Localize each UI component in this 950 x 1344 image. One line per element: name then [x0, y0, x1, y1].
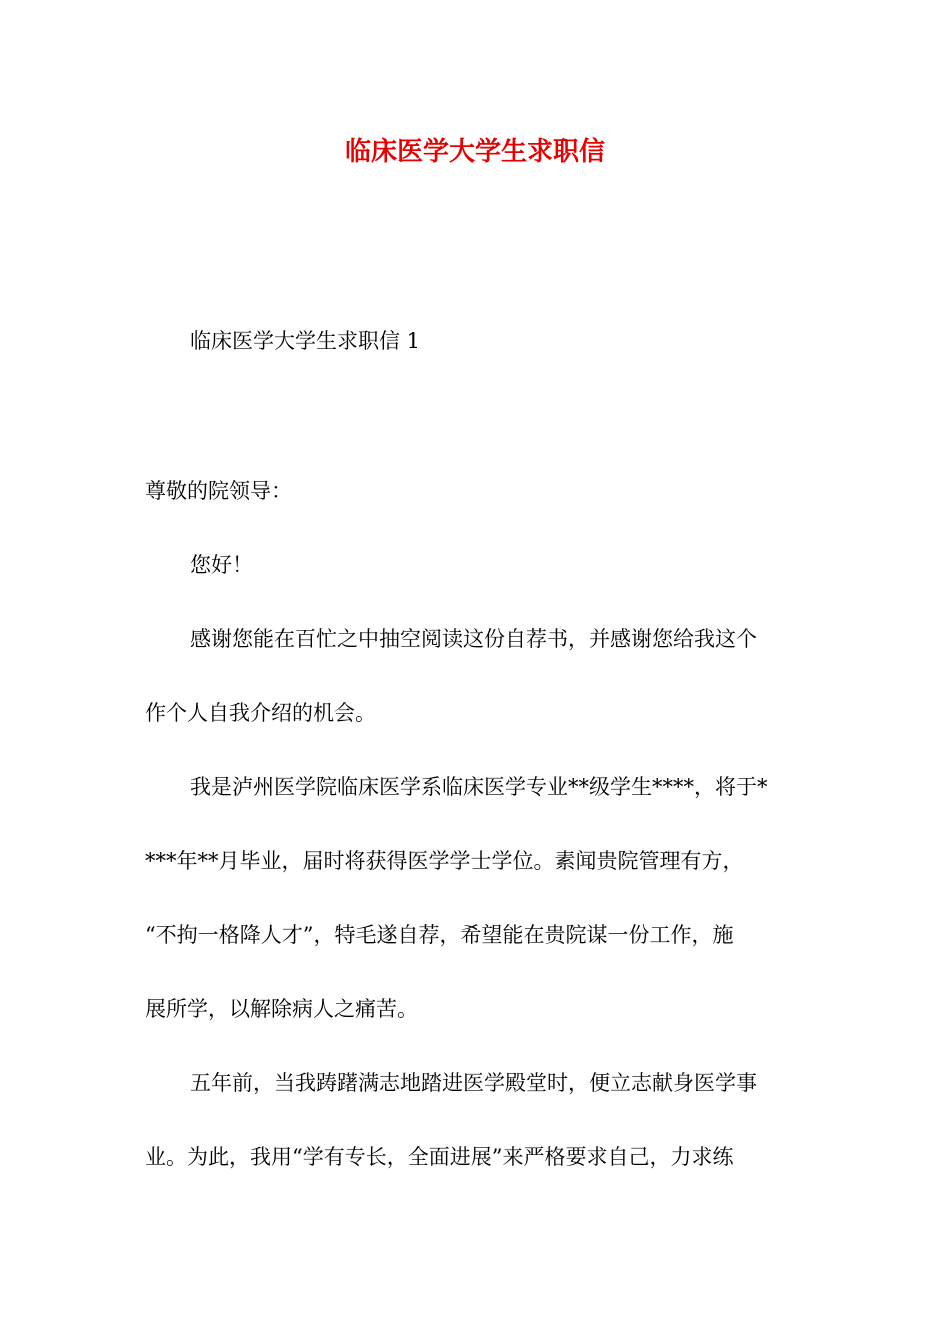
- paragraph-line: 作个人自我介绍的机会。: [145, 701, 376, 725]
- section-heading: 临床医学大学生求职信 1: [190, 329, 421, 353]
- greeting: 您好！: [190, 553, 253, 577]
- paragraph-line: 我是泸州医学院临床医学系临床医学专业**级学生****，将于*: [190, 775, 768, 799]
- salutation: 尊敬的院领导：: [145, 479, 292, 503]
- paragraph-line: “不拘一格降人才”，特毛遂自荐，希望能在贵院谋一份工作，施: [145, 923, 734, 947]
- document-title: 临床医学大学生求职信: [344, 137, 605, 167]
- paragraph-line: 展所学，以解除病人之痛苦。: [145, 997, 418, 1021]
- paragraph-line: 感谢您能在百忙之中抽空阅读这份自荐书，并感谢您给我这个: [190, 627, 757, 651]
- paragraph-line: ***年**月毕业，届时将获得医学学士学位。素闻贵院管理有方，: [145, 849, 744, 873]
- paragraph-line: 业。为此，我用“学有专长，全面进展”来严格要求自己，力求练: [145, 1145, 734, 1169]
- paragraph-line: 五年前，当我踌躇满志地踏进医学殿堂时，便立志献身医学事: [190, 1071, 757, 1095]
